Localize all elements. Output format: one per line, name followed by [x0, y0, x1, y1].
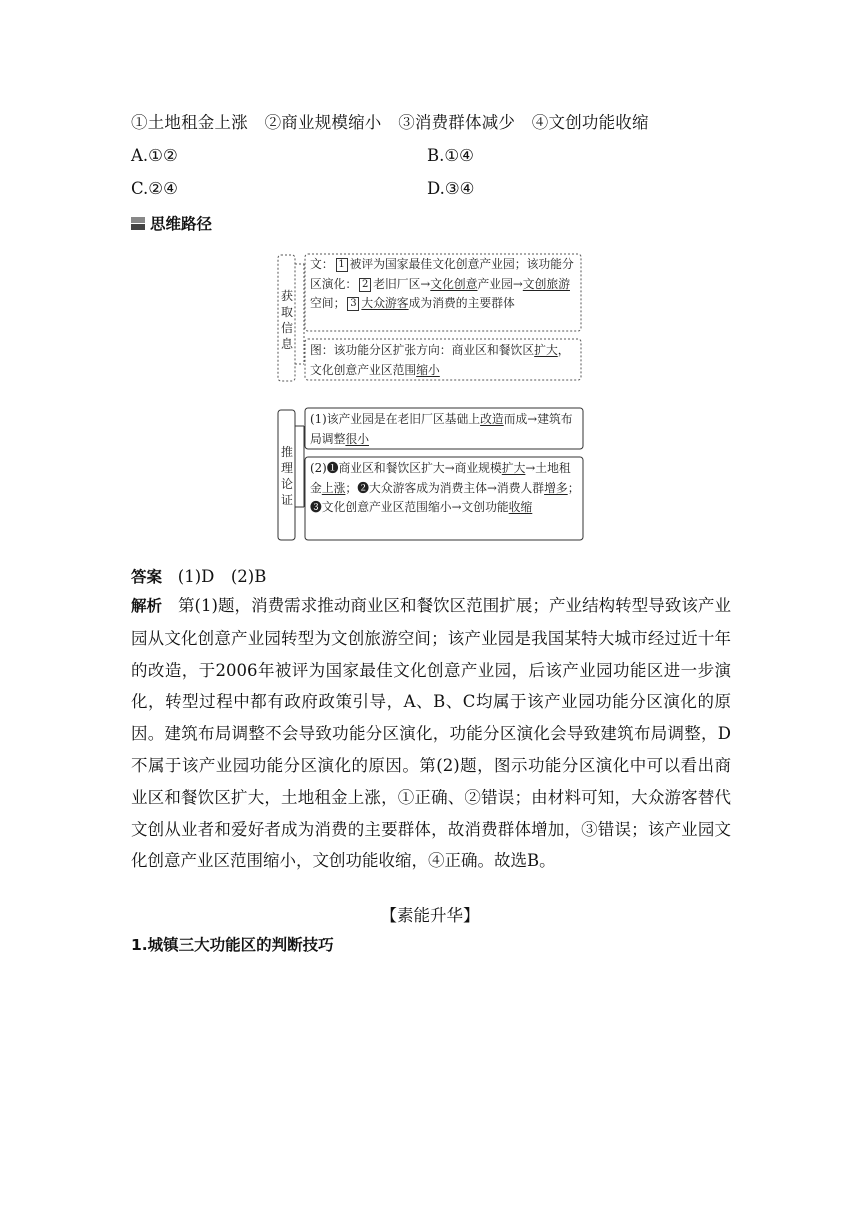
answer-line	[131, 563, 266, 587]
info-figure-box: 图：该功能分区扩张方向：商业区和餐饮区扩大，文化创意产业区范围缩小	[310, 343, 570, 377]
answer-value: (1)D (2)B	[177, 567, 267, 586]
reasoning-label: 推 理 论 证	[280, 445, 293, 507]
option-c: C.②④	[131, 179, 178, 198]
analysis-paragraph	[131, 590, 731, 877]
analysis-label: 解析	[131, 597, 163, 615]
question-statement: ①土地租金上涨 ②商业规模缩小 ③消费群体减少 ④文创功能收缩	[131, 113, 649, 132]
section-title: 【素能升华】	[380, 906, 480, 925]
reasoning-box-1: (1)该产业园是在老旧厂区基础上改造而成→建筑布局调整很小	[310, 412, 573, 446]
subsection-title: 1.城镇三大功能区的判断技巧	[131, 936, 334, 954]
thinking-diagram	[276, 252, 588, 544]
option-d: D.③④	[427, 179, 475, 198]
thinking-path-heading-text: 思维路径	[150, 215, 213, 233]
section-marker-icon	[131, 217, 145, 230]
analysis-text: 第(1)题，消费需求推动商业区和餐饮区范围扩展；产业结构转型导致该产业园从文化创意产业园转型为文创旅游空间；该产业园是我国某特大城市经过近十年的改造，于2006年被评为国家最佳文化创意产业园，后该产业园功能区进一步演化，转型过程中都有政府政策引导，A、B、C均属于该产业园功能分区演化的原因。建筑布局调整不会导致功能分区演化，功能分区演化会导致建筑布局调整，D不属于该产业园功能分区演化的原因。第(2)题，图示功能分区演化中可以看出商业区和餐饮区扩大，土地租金上涨，①正确、②错误；由材料可知，大众游客替代文创从业者和爱好者成为消费的主要群体，故消费群体增加，③错误；该产业园文化创意产业区范围缩小，文创功能收缩，④正确。故选B。	[131, 596, 731, 871]
answer-label: 答案	[131, 568, 163, 586]
thinking-path-heading	[131, 212, 212, 234]
get-info-label: 获 取 信 息	[280, 289, 293, 351]
reasoning-box-2: (2)❶商业区和餐饮区扩大→商业规模扩大→土地租金上涨；❷大众游客成为消费主体→消费人群增多；❸文化创意产业区范围缩小→文创功能收缩	[310, 461, 580, 514]
option-a: A.①②	[131, 146, 178, 165]
info-text-box: 文： 1 被评为国家最佳文化创意产业园；该功能分区演化： 2 老旧厂区→文化创意产业园→文创旅游空间； 3 大众游客成为消费的主要群体	[310, 257, 574, 310]
option-b: B.①④	[427, 146, 474, 165]
